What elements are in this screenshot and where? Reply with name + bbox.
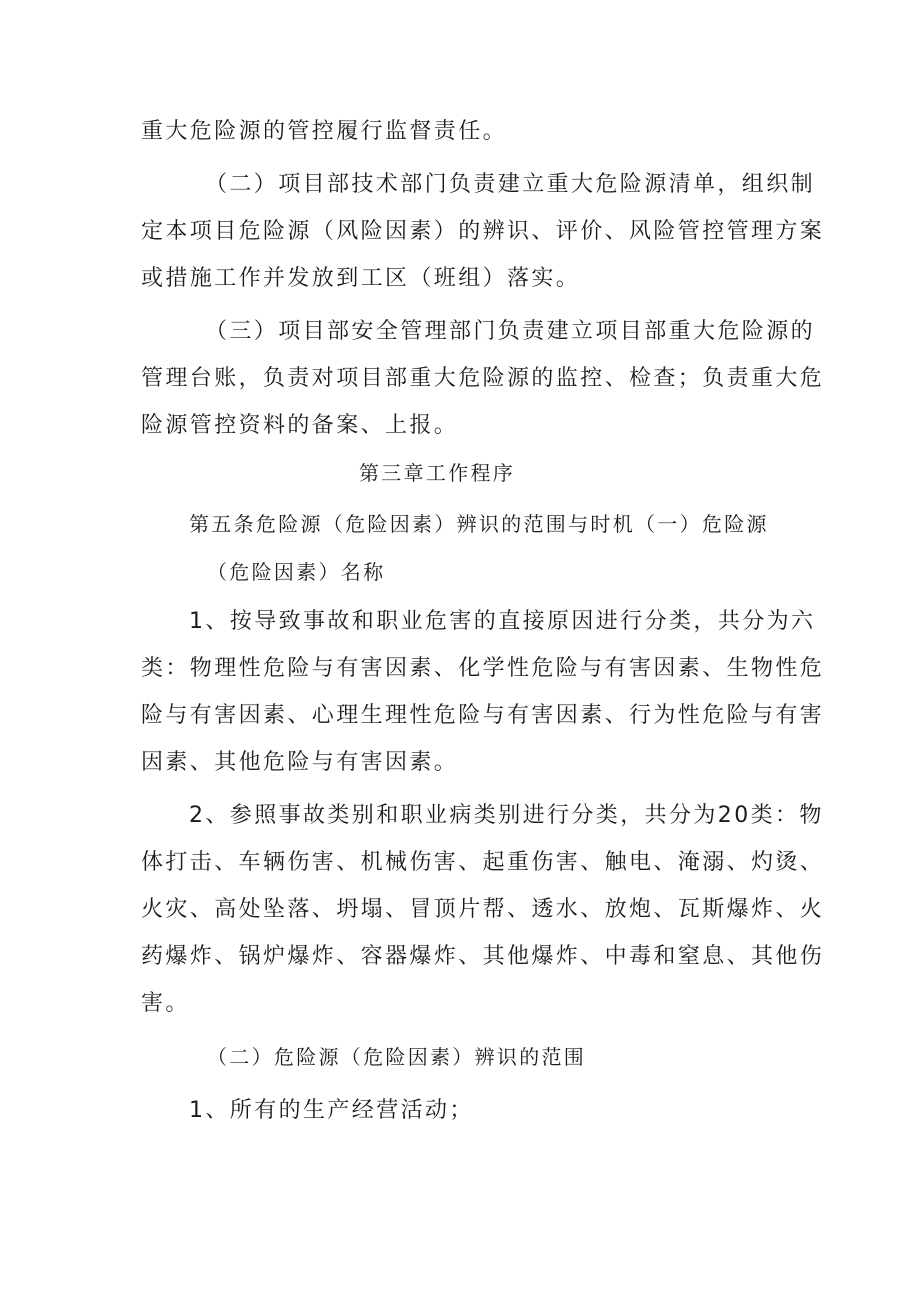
- text-line: 害。: [141, 991, 190, 1016]
- text-line: 管理台账，负责对项目部重大危险源的监控、检查；负责重大危: [141, 366, 825, 391]
- text-line: 险源管控资料的备案、上报。: [141, 413, 459, 438]
- text-line: 重大危险源的管控履行监督责任。: [141, 119, 508, 144]
- heading-text: 第三章工作程序: [359, 461, 516, 485]
- text-line: 或措施工作并发放到工区（班组）落实。: [141, 266, 581, 291]
- text-line: 险与有害因素、心理生理性危险与有害因素、行为性危险与有害: [141, 703, 825, 728]
- text-line: 药爆炸、锅炉爆炸、容器爆炸、其他爆炸、中毒和窒息、其他伤: [141, 944, 825, 969]
- text-line: 1、所有的生产经营活动；: [189, 1098, 474, 1123]
- text-line: 定本项目危险源（风险因素）的辨识、评价、风险管控管理方案: [141, 219, 825, 244]
- text-line: （危险因素）名称: [207, 560, 386, 584]
- text-line: 第五条危险源（危险因素）辨识的范围与时机（一）危险源: [189, 512, 769, 536]
- text-line: 类：物理性危险与有害因素、化学性危险与有害因素、生物性危: [141, 656, 825, 681]
- text-line: 火灾、高处坠落、坍塌、冒顶片帮、透水、放炮、瓦斯爆炸、火: [141, 897, 825, 922]
- text-line: （三）项目部安全管理部门负责建立项目部重大危险源的: [205, 319, 816, 344]
- text-line: （二）项目部技术部门负责建立重大危险源清单，组织制: [205, 172, 816, 197]
- text-line: 因素、其他危险与有害因素。: [141, 750, 459, 775]
- text-line: 2、参照事故类别和职业病类别进行分类，共分为20类：物: [189, 803, 824, 828]
- text-line: 体打击、车辆伤害、机械伤害、起重伤害、触电、淹溺、灼烫、: [141, 850, 825, 875]
- text-line: 1、按导致事故和职业危害的直接原因进行分类，共分为六: [189, 609, 816, 634]
- text-line: （二）危险源（危险因素）辨识的范围: [207, 1045, 587, 1069]
